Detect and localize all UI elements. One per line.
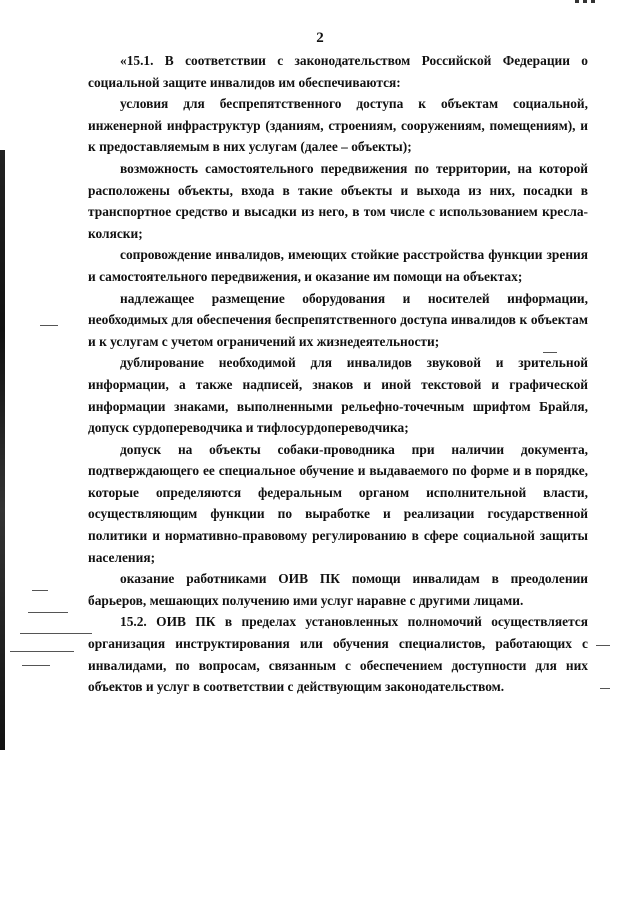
paragraph-15-2: 15.2. ОИВ ПК в пределах установленных полномочий осуществляется организация инструктирования или обучения специалистов, работающих с инвалидами, по вопросам, связанным с обеспечением доступности для них объектов и услуг в соответствии с действующим законодательством. <box>88 614 588 695</box>
paragraph-escort: сопровождение инвалидов, имеющих стойкие расстройства функции зрения и самостоятельного передвижения, и оказание им помощи на объектах; <box>88 247 588 284</box>
scan-mark <box>596 645 610 646</box>
paragraph-assistance: оказание работниками ОИВ ПК помощи инвалидам в преодолении барьеров, мешающих получению ими услуг наравне с другими лицами. <box>88 571 588 608</box>
scan-mark <box>10 651 74 652</box>
scan-mark <box>40 325 58 326</box>
page-number: 2 <box>316 30 324 46</box>
scan-mark <box>32 590 48 591</box>
scan-mark <box>20 633 92 634</box>
paragraph-15-1: «15.1. В соответствии с законодательством Российской Федерации о социальной защите инвалидов им обеспечиваются: <box>88 53 588 90</box>
paragraph-movement: возможность самостоятельного передвижения по территории, на которой расположены объекты, входа в такие объекты и выхода из них, посадки в транспортное средство и высадки из него, в том числе с использованием кресла-коляски; <box>88 160 588 241</box>
paragraph-duplication: дублирование необходимой для инвалидов звуковой и зрительной информации, а также надписей, знаков и иной текстовой и графической информации знаками, выполненными рельефно-точечным шрифтом Брайля, допуск сурдопереводчика и тифлосурдопереводчика; <box>88 355 588 436</box>
scan-mark <box>600 688 610 689</box>
scan-edge-artifact <box>0 150 5 750</box>
paragraph-equipment: надлежащее размещение оборудования и носителей информации, необходимых для обеспечения беспрепятственного доступа инвалидов к объектам и к услугам с учетом ограничений их жизнедеятельности; <box>88 290 588 349</box>
paragraph-guide-dog: допуск на объекты собаки-проводника при наличии документа, подтверждающего ее специальное обучение и выдаваемого по форме и в порядке, которые определяются федеральным органом исполнительной власти, осуществляющим функции по выработке и реализации государственной политики и нормативно-правовому регулированию в сфере социальной защиты населения; <box>88 441 588 565</box>
scan-mark <box>28 612 68 613</box>
document-body <box>88 50 588 698</box>
scan-mark <box>22 665 50 666</box>
scan-speck <box>575 0 605 4</box>
paragraph-access-conditions: условия для беспрепятственного доступа к объектам социальной, инженерной инфраструктур (зданиям, строениям, сооружениям, помещениям), и к предоставляемым в них услугам (далее – объекты); <box>88 96 588 155</box>
